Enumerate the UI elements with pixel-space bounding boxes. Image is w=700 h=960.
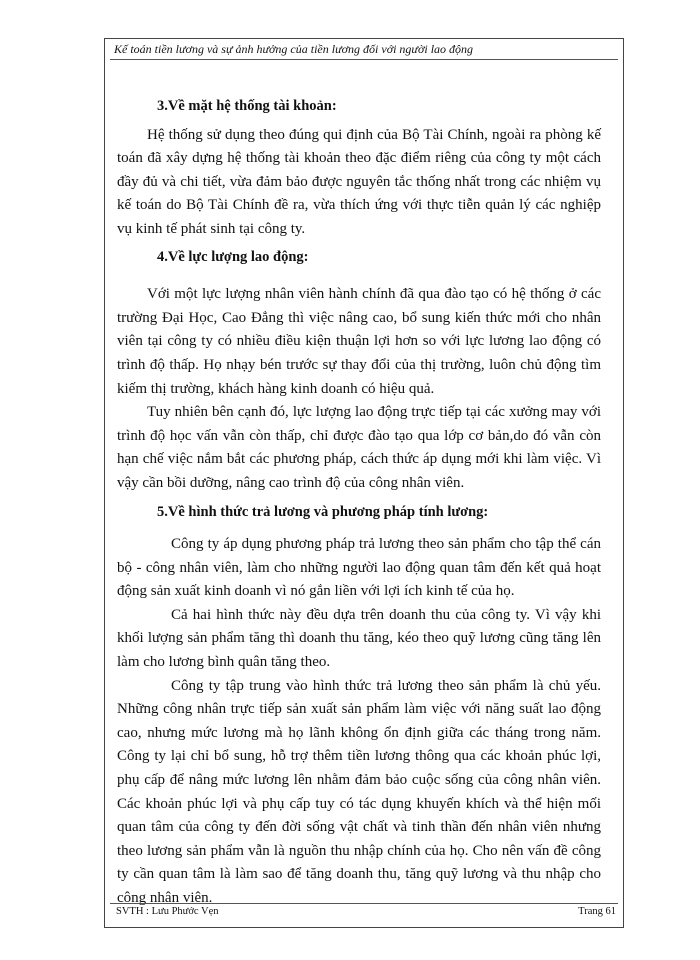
section-heading-wages: 5.Về hình thức trả lương và phương pháp tính lương: xyxy=(157,503,489,520)
footer-rule xyxy=(110,903,618,904)
paragraph: Công ty tập trung vào hình thức trả lương theo sản phẩm là chủ yếu. Những công nhân trực tiếp sản xuất sản phẩm làm việc với năng suất lao động cao, nhưng mức lương mà họ lãnh không ổn định giữa các tháng trong năm. Công ty lại chỉ bổ sung, hỗ trợ thêm tiền lương thông qua các khoản phúc lợi, phụ cấp để nâng mức lương lên nhằm đảm bảo cuộc sống của công nhân viên. Các khoản phúc lợi và phụ cấp tuy có tác dụng khuyến khích và thể hiện mối quan tâm của công ty đến đời sống vật chất và tinh thần đến nhân viên nhưng theo lương sản phẩm vẫn là nguồn thu nhập chính của họ. Cho nên vấn đề công ty cần quan tâm là làm sao để tăng doanh thu, tăng quỹ lương và thu nhập cho công nhân viên. xyxy=(117,677,601,906)
paragraph: Với một lực lượng nhân viên hành chính đã qua đào tạo có hệ thống ở các trường Đại Học, Cao Đẳng thì việc nâng cao, bổ sung kiến thức mới cho nhân viên tại công ty có nhiều điều kiện thuận lợi hơn so với lực lương lao động có trình độ thấp. Họ nhạy bén trước sự thay đổi của thị trường, luôn chủ động tìm kiếm thị trường, khách hàng kinh doanh có hiệu quả. xyxy=(117,286,601,397)
paragraph: Công ty áp dụng phương pháp trả lương theo sản phẩm cho tập thể cán bộ - công nhân viên, làm cho những người lao động quan tâm đến kết quả hoạt động sản xuất kinh doanh vì nó gắn liền với lợi ích kinh tế của họ. xyxy=(117,536,601,600)
footer-author: SVTH : Lưu Phước Vẹn xyxy=(116,906,219,917)
header-rule xyxy=(110,59,618,60)
paragraph: Cả hai hình thức này đều dựa trên doanh thu của công ty. Vì vậy khi khối lượng sản phẩm tăng thì doanh thu tăng, kéo theo quỹ lương cũng tăng lên làm cho lương bình quân tăng theo. xyxy=(117,606,601,671)
section-heading-labor: 4.Về lực lượng lao động: xyxy=(157,248,309,265)
section-heading-accounts: 3.Về mặt hệ thống tài khoản: xyxy=(157,98,337,114)
running-header: Kế toán tiền lương và sự ảnh hưởng của tiền lương đối với người lao động xyxy=(114,42,474,56)
paragraph: Tuy nhiên bên cạnh đó, lực lượng lao động trực tiếp tại các xưởng may với trình độ học vấn vẫn còn thấp, chỉ được đào tạo qua lớp cơ bản,do đó vẫn còn hạn chế việc nắm bắt các phương pháp, cách thức áp dụng mới khi làm việc. Vì vậy cần bồi dưỡng, nâng cao trình độ của công nhân viên. xyxy=(117,404,601,491)
page-number: Trang 61 xyxy=(578,906,616,917)
paragraph: Hệ thống sử dụng theo đúng qui định của Bộ Tài Chính, ngoài ra phòng kế toán đã xây dựng hệ thống tài khoản theo đặc điểm riêng của công ty một cách đầy đủ và chi tiết, vừa đảm bảo được nguyên tắc thống nhất trong các nhiệm vụ kế toán do Bộ Tài Chính đề ra, vừa thích ứng với thực tiễn quản lý các nghiệp vụ kinh tế phát sinh tại công ty. xyxy=(117,126,601,237)
spacer xyxy=(117,275,601,283)
document-body xyxy=(117,95,601,911)
